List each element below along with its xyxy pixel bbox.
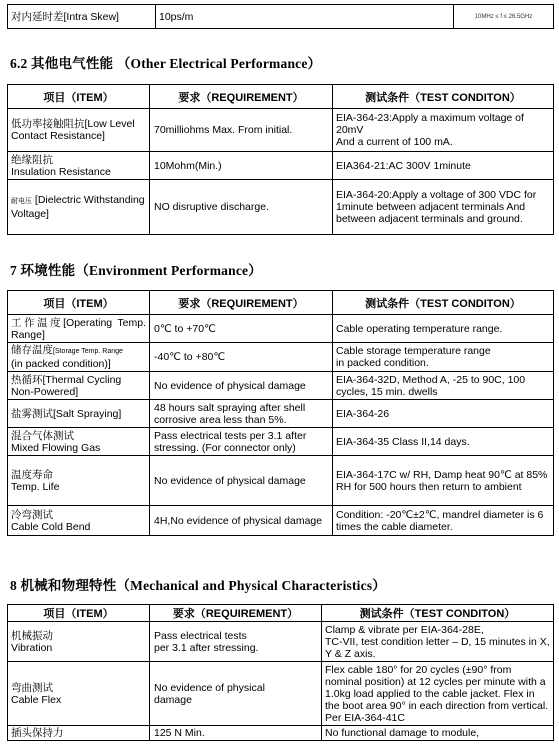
intra-skew-table: [7, 4, 554, 29]
item-cell: [8, 180, 150, 235]
condition-cell: EIA-364-17C w/ RH, Damp heat 90℃ at 85% RH for 500 hours then return to ambient: [333, 456, 554, 506]
condition-cell: Condition: -20℃±2℃, mandrel diameter is 6 times the cable diameter.: [333, 506, 554, 536]
item-cell: 盐雾测试[Salt Spraying]: [8, 400, 150, 428]
header-requirement: 要求（REQUIREMENT）: [150, 85, 333, 109]
table-row: [8, 506, 554, 536]
header-condition: 测试条件（TEST CONDITON）: [333, 291, 554, 315]
condition-cell: EIA-364-35 Class II,14 days.: [333, 428, 554, 456]
item-main: [Dielectric Withstanding Voltage]: [11, 194, 145, 220]
header-item: 项目（ITEM）: [8, 291, 150, 315]
requirement-cell: NO disruptive discharge.: [150, 180, 333, 235]
other-electrical-table: [7, 84, 554, 235]
condition-cell: Flex cable 180° for 20 cycles (±90° from nominal position) at 12 cycles per minute with a 1.0kg load applied to the cable jacket. Flex in the boot area 90° in each direction from vertical. Per EIA-364-41C: [322, 662, 554, 726]
table-row: [8, 428, 554, 456]
section-title-8: 8 机械和物理特性（Mechanical and Physical Characteristics）: [10, 578, 386, 593]
item-cell: 热循环[Thermal Cycling Non-Powered]: [8, 372, 150, 400]
table-row: [8, 315, 554, 343]
item-cell: 冷弯测试 Cable Cold Bend: [8, 506, 150, 536]
requirement-cell: Pass electrical tests per 3.1 after stressing.: [150, 622, 322, 662]
table-row: [8, 152, 554, 180]
table-row: [8, 343, 554, 372]
header-requirement: 要求（REQUIREMENT）: [150, 291, 333, 315]
condition-cell: Cable storage temperature range in packed condition.: [333, 343, 554, 372]
item-cell: 低功率接触阻抗[Low Level Contact Resistance]: [8, 109, 150, 152]
table-row: [8, 456, 554, 506]
item-cell: 混合气体测试 Mixed Flowing Gas: [8, 428, 150, 456]
mechanical-table: [7, 604, 554, 741]
table-row: [8, 622, 554, 662]
requirement-cell: 10Mohm(Min.): [150, 152, 333, 180]
header-condition: 测试条件（TEST CONDITON）: [322, 605, 554, 622]
header-condition: 测试条件（TEST CONDITON）: [333, 85, 554, 109]
requirement-cell: 48 hours salt spraying after shell corrosive area less than 5%.: [150, 400, 333, 428]
table-row: [8, 400, 554, 428]
section-title-6-2: 6.2 其他电气性能 （Other Electrical Performance）: [10, 56, 322, 71]
condition-cell: EIA-364-26: [333, 400, 554, 428]
table-row: [8, 180, 554, 235]
requirement-cell: -40℃ to +80℃: [150, 343, 333, 372]
condition-cell: Clamp & vibrate per EIA-364-28E, TC-VII, test condition letter – D, 15 minutes in X, Y & Z axis.: [322, 622, 554, 662]
header-row: [8, 85, 554, 109]
item-cell: [8, 343, 150, 372]
item-tail: (in packed condition)]: [11, 358, 111, 370]
table-row: [8, 372, 554, 400]
requirement-cell: 70milliohms Max. From initial.: [150, 109, 333, 152]
condition-cell: No functional damage to module,: [322, 726, 554, 741]
item-cell: 弯曲测试 Cable Flex: [8, 662, 150, 726]
requirement-cell: No evidence of physical damage: [150, 456, 333, 506]
requirement-cell: No evidence of physical damage: [150, 372, 333, 400]
condition-cell: EIA-364-20:Apply a voltage of 300 VDC for 1minute between adjacent terminals And between adjacent terminals and ground.: [333, 180, 554, 235]
table-row: [8, 662, 554, 726]
header-item: 项目（ITEM）: [8, 85, 150, 109]
item-cell: 工作温度[Operating Temp. Range]: [8, 315, 150, 343]
requirement-cell: 4H,No evidence of physical damage: [150, 506, 333, 536]
condition-cell: 10MHz ≤ f ≤ 26.5GHz: [454, 5, 554, 29]
item-cell: 对内延时差[Intra Skew]: [8, 5, 156, 29]
header-requirement: 要求（REQUIREMENT）: [150, 605, 322, 622]
environment-table: [7, 290, 554, 536]
condition-cell: Cable operating temperature range.: [333, 315, 554, 343]
item-cell: 插头保持力: [8, 726, 150, 741]
item-small: [Storage Temp. Range: [53, 348, 123, 355]
item-main: 储存温度: [11, 344, 53, 356]
header-row: [8, 605, 554, 622]
table-row: [8, 726, 554, 741]
header-row: [8, 291, 554, 315]
table-row: [8, 109, 554, 152]
requirement-cell: Pass electrical tests per 3.1 after stressing. (For connector only): [150, 428, 333, 456]
condition-cell: EIA-364-32D, Method A, -25 to 90C, 100 cycles, 15 min. dwells: [333, 372, 554, 400]
condition-cell: EIA-364-23:Apply a maximum voltage of 20mV And a current of 100 mA.: [333, 109, 554, 152]
section-title-7: 7 环境性能（Environment Performance）: [10, 263, 262, 278]
requirement-cell: 0℃ to +70℃: [150, 315, 333, 343]
item-prefix: 耐电压: [11, 198, 32, 205]
condition-cell: EIA364-21:AC 300V 1minute: [333, 152, 554, 180]
requirement-cell: 10ps/m: [156, 5, 454, 29]
header-item: 项目（ITEM）: [8, 605, 150, 622]
item-cell: 绝缘阻抗 Insulation Resistance: [8, 152, 150, 180]
table-row: [8, 5, 554, 29]
requirement-cell: 125 N Min.: [150, 726, 322, 741]
item-cell: 机械振动 Vibration: [8, 622, 150, 662]
requirement-cell: No evidence of physical damage: [150, 662, 322, 726]
item-cell: 温度寿命 Temp. Life: [8, 456, 150, 506]
